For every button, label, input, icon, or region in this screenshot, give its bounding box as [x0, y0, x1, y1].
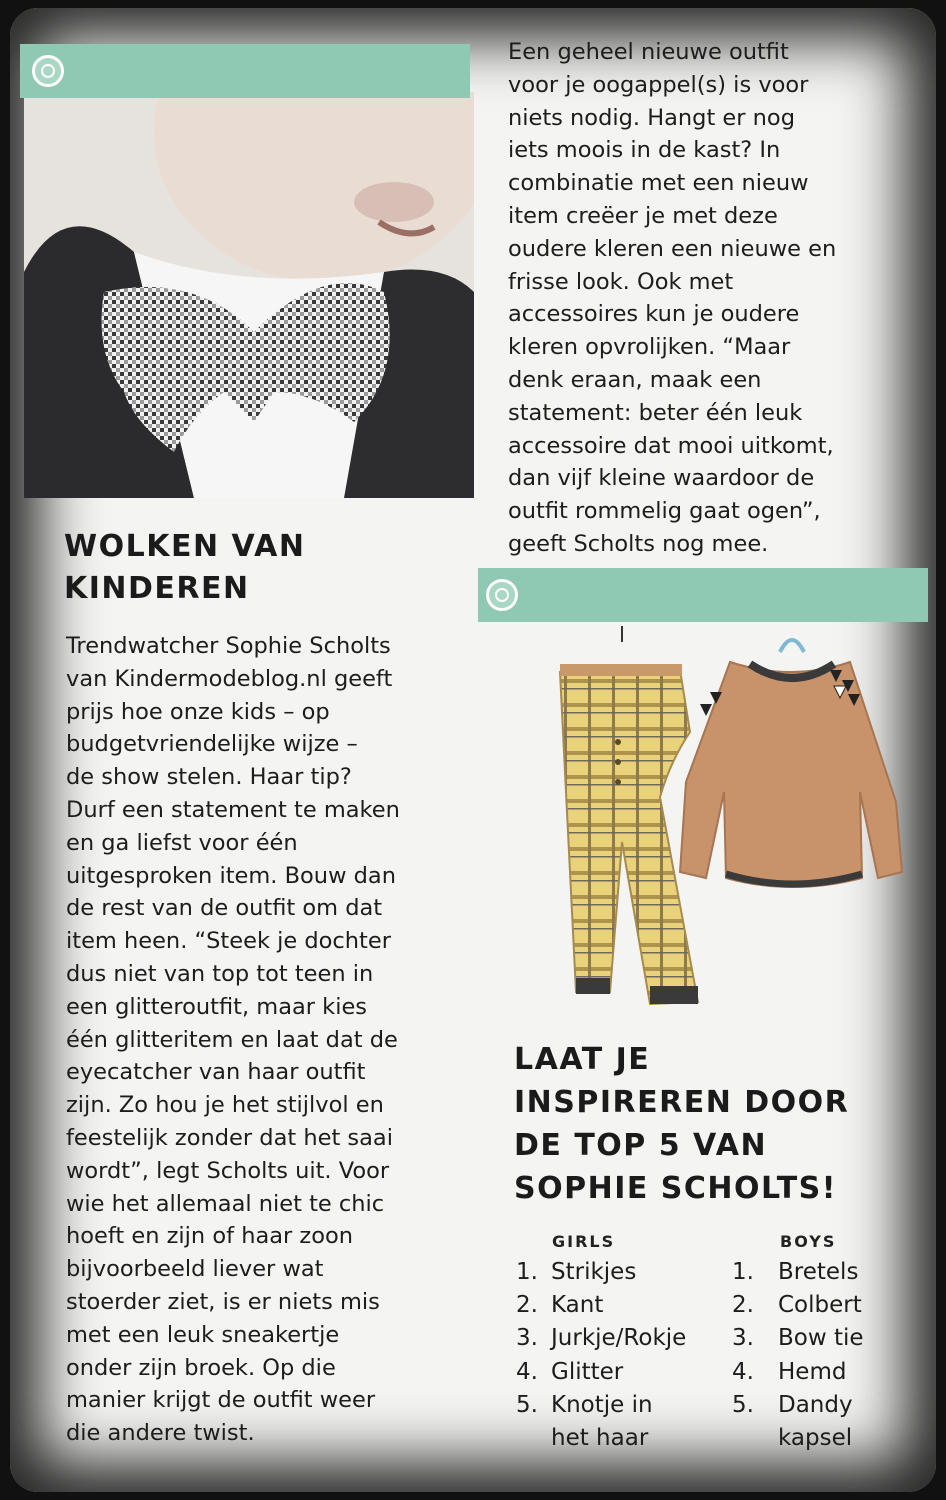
intro-line: frisse look. Ook met [508, 268, 734, 295]
body-line: onder zijn broek. Op die [66, 1354, 336, 1381]
list-text-line: kapsel [778, 1425, 853, 1452]
intro-line: Een geheel nieuwe outfit [508, 39, 789, 65]
body-line: Trendwatcher Sophie Scholts [66, 633, 391, 659]
body-line: feestelijk zonder dat het saai [66, 1124, 393, 1151]
intro-line: denk eraan, maak een [508, 366, 762, 393]
list-text [778, 1389, 853, 1455]
intro-line: geeft Scholts nog mee. [508, 530, 769, 557]
body-line: één glitteritem en laat dat de [66, 1026, 398, 1053]
outfit-label-bar [478, 568, 928, 622]
list-text: Colbert [778, 1292, 862, 1319]
intro-line: statement: beter één leuk [508, 399, 803, 426]
intro-line: combinatie met een nieuw [508, 170, 809, 197]
top5-headline-line: INSPIREREN DOOR [514, 1085, 850, 1120]
list-text: Bretels [778, 1259, 859, 1285]
outfit-illustration [530, 622, 910, 1012]
list-text: Bow tie [778, 1325, 864, 1352]
list-text: Jurkje/Rokje [551, 1325, 687, 1352]
body-line: stoerder ziet, is er niets mis [66, 1288, 380, 1315]
intro-line: iets moois in de kast? In [508, 137, 781, 164]
list-item [516, 1356, 686, 1389]
intro-line: accessoire dat mooi uitkomt, [508, 432, 834, 459]
intro-line: accessoires kun je oudere [508, 301, 800, 328]
list-number: 2. [516, 1292, 538, 1319]
body-line: eyecatcher van haar outfit [66, 1059, 366, 1086]
body-line: van Kindermodeblog.nl geeft [66, 665, 393, 692]
list-number: 3. [732, 1325, 754, 1352]
top5-headline-line: SOPHIE SCHOLTS! [514, 1171, 837, 1206]
intro-line: outfit rommelig gaat ogen”, [508, 498, 821, 525]
intro-line: kleren opvrolijken. “Maar [508, 334, 791, 361]
list-text-line: Dandy [778, 1391, 853, 1418]
girls-heading: GIRLS [552, 1232, 616, 1251]
list-number: 3. [516, 1325, 538, 1352]
body-line: die andere twist. [66, 1420, 255, 1447]
top5-headline-line: DE TOP 5 VAN [514, 1128, 768, 1163]
list-text-line: het haar [551, 1425, 649, 1452]
photo-label-bar [20, 44, 470, 98]
headline-line: KINDEREN [64, 571, 250, 606]
list-number: 1. [516, 1259, 538, 1285]
circle-badge-icon [486, 579, 518, 611]
intro-line: voor je oogappel(s) is voor [508, 71, 809, 98]
intro-line: niets nodig. Hangt er nog [508, 104, 795, 131]
body-line: item heen. “Steek je dochter [66, 928, 391, 955]
intro-line: item creëer je met deze [508, 202, 778, 229]
body-line: de rest van de outfit om dat [66, 895, 383, 922]
list-number: 4. [732, 1358, 754, 1385]
body-line: Durf een statement te maken [66, 796, 400, 823]
body-line: zijn. Zo hou je het stijlvol en [66, 1092, 384, 1119]
magazine-page [10, 8, 936, 1492]
article-headline [64, 526, 306, 610]
list-text: Hemd [778, 1358, 847, 1385]
list-number: 4. [516, 1358, 538, 1385]
outfit-photo [530, 622, 910, 1012]
top5-headline-line: LAAT JE [514, 1042, 651, 1077]
body-line: bijvoorbeeld liever wat [66, 1256, 324, 1283]
top5-headline [514, 1038, 849, 1210]
body-line: prijs hoe onze kids – op [66, 698, 330, 725]
body-line: manier krijgt de outfit weer [66, 1387, 376, 1414]
body-line: budgetvriendelijke wijze – [66, 731, 358, 758]
article-body [66, 630, 466, 1450]
list-item [516, 1256, 686, 1289]
body-line: met een leuk sneakertje [66, 1321, 340, 1348]
boys-list [732, 1256, 864, 1455]
body-line: dus niet van top tot teen in [66, 960, 374, 987]
list-item [732, 1256, 864, 1289]
body-line: de show stelen. Haar tip? [66, 764, 352, 791]
list-number: 2. [732, 1292, 754, 1319]
list-text [551, 1389, 653, 1455]
circle-badge-icon [32, 55, 64, 87]
list-item [732, 1389, 864, 1455]
intro-paragraph [508, 36, 918, 561]
boys-heading: BOYS [780, 1232, 837, 1251]
list-number: 5. [732, 1391, 754, 1418]
list-item [732, 1356, 864, 1389]
list-text-line: Knotje in [551, 1391, 653, 1418]
intro-line: oudere kleren een nieuwe en [508, 235, 837, 262]
list-number: 1. [732, 1259, 754, 1285]
list-text: Kant [551, 1292, 604, 1319]
girls-list [516, 1256, 686, 1455]
list-item [732, 1322, 864, 1355]
list-item [732, 1289, 864, 1322]
body-line: hoeft en zijn of haar zoon [66, 1223, 354, 1250]
body-line: wie het allemaal niet te chic [66, 1190, 385, 1217]
list-text: Strikjes [551, 1259, 637, 1285]
child-bowtie-illustration [24, 92, 474, 498]
list-number: 5. [516, 1391, 538, 1418]
body-line: een glitteroutfit, maar kies [66, 993, 368, 1020]
list-item [516, 1389, 686, 1455]
list-item [516, 1289, 686, 1322]
headline-line: WOLKEN VAN [64, 529, 306, 564]
body-line: wordt”, legt Scholts uit. Voor [66, 1157, 390, 1184]
list-text: Glitter [551, 1358, 624, 1385]
child-bowtie-photo [24, 92, 474, 498]
body-line: uitgesproken item. Bouw dan [66, 862, 396, 889]
list-item [516, 1322, 686, 1355]
body-line: en ga liefst voor één [66, 829, 298, 856]
intro-line: dan vijf kleine waardoor de [508, 465, 815, 492]
